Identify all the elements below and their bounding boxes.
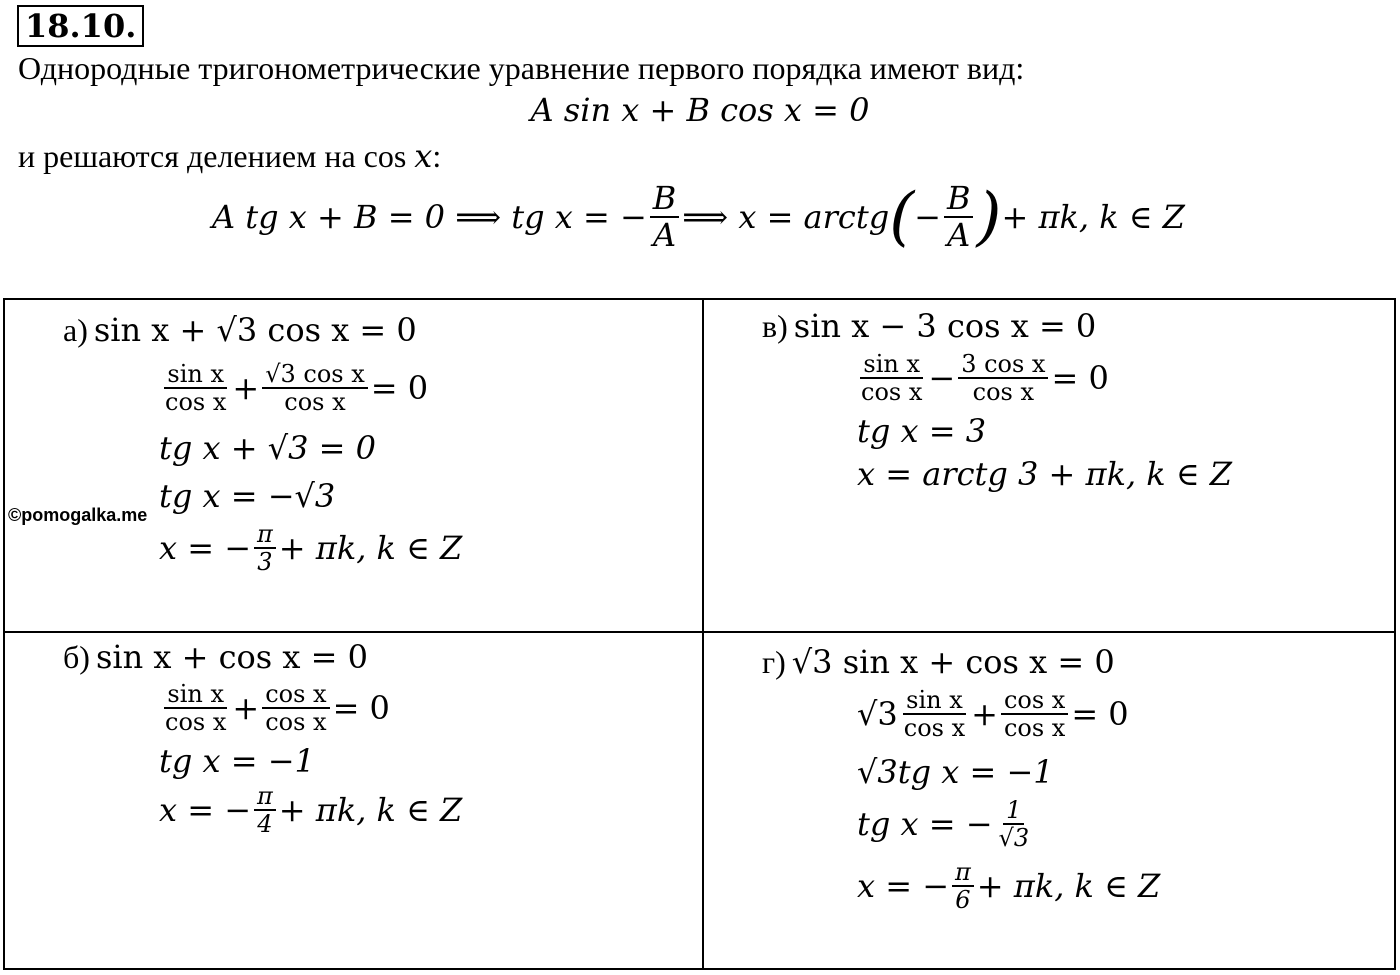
cell-a-step1-eq: = 0 bbox=[370, 369, 429, 407]
cell-a-step1 bbox=[159, 356, 428, 420]
cell-g-step2: √3tg x = −1 bbox=[857, 753, 1054, 791]
cell-b-equation bbox=[63, 635, 368, 679]
watermark: ©pomogalka.me bbox=[8, 505, 148, 525]
cell-a-step4 bbox=[159, 516, 462, 580]
solve-part2: ⟹ x = arctg bbox=[682, 198, 890, 236]
cell-v-step1 bbox=[855, 346, 1109, 410]
solve-minus: − bbox=[914, 198, 941, 236]
solve-frac-1-den: A bbox=[652, 216, 677, 254]
cell-a-step1-num2: √3 cos x bbox=[262, 361, 368, 389]
cell-g-step3-pre: tg x = − bbox=[857, 805, 993, 843]
cell-b-step2: tg x = −1 bbox=[159, 742, 315, 780]
cell-v-step2: tg x = 3 bbox=[857, 412, 987, 450]
cell-b-step3-den: 4 bbox=[257, 810, 273, 838]
cell-a-step1-plus: + bbox=[232, 369, 260, 407]
cell-g-step1-den2: cos x bbox=[1003, 714, 1066, 742]
cell-g-step3 bbox=[857, 792, 1035, 856]
cell-v-step3: x = arctg 3 + πk, k ∈ Z bbox=[857, 455, 1232, 493]
cell-g-step1-frac1 bbox=[901, 687, 968, 742]
intro-text-2-var: x bbox=[414, 137, 433, 175]
cell-b-step3-frac bbox=[254, 783, 276, 838]
cell-a-step1-frac1 bbox=[162, 361, 229, 416]
problem-number: 18.10. bbox=[17, 5, 144, 47]
cell-v-step1-minus: − bbox=[928, 359, 956, 397]
intro-text-2 bbox=[18, 136, 441, 176]
cell-b-step1-frac2 bbox=[262, 681, 329, 736]
intro-text-2-suffix: : bbox=[432, 138, 442, 174]
solve-frac-2-num: B bbox=[944, 181, 974, 218]
cell-b-label: б) bbox=[63, 638, 90, 675]
cell-g-step1-num1: sin x bbox=[903, 687, 966, 715]
cell-g-step1-plus: + bbox=[971, 695, 998, 733]
solve-part3: + πk, k ∈ Z bbox=[1001, 198, 1185, 236]
cell-a-step1-den2: cos x bbox=[284, 388, 346, 416]
solve-frac-2-den: A bbox=[947, 216, 971, 254]
cell-b-step1-plus: + bbox=[232, 689, 260, 727]
cell-b-step1-eq: = 0 bbox=[332, 689, 390, 727]
intro-text: Однородные тригонометрические уравнение первого порядка имеют вид: bbox=[18, 50, 1025, 86]
cell-a-eq: sin x + √3 cos x = 0 bbox=[93, 311, 417, 349]
cell-a-step2: tg x + √3 = 0 bbox=[159, 429, 376, 467]
cell-a-step1-num1: sin x bbox=[164, 361, 227, 389]
cell-v-equation bbox=[762, 304, 1096, 348]
cell-g-step3-num: 1 bbox=[1003, 797, 1024, 825]
cell-b-step3 bbox=[159, 778, 462, 842]
cell-b-step3-num: π bbox=[254, 783, 276, 811]
cell-g-step3-frac bbox=[996, 797, 1033, 852]
table-vertical-divider bbox=[702, 300, 704, 968]
cell-a-step4-frac bbox=[254, 521, 276, 576]
cell-g-step1-pre: √3 bbox=[857, 695, 898, 733]
cell-v-step1-den1: cos x bbox=[861, 378, 923, 406]
solve-frac-1-num: B bbox=[650, 181, 680, 218]
solve-frac-2 bbox=[944, 178, 974, 254]
cell-a-step4-post: + πk, k ∈ Z bbox=[278, 529, 463, 567]
solve-paren-left: ( bbox=[889, 180, 915, 254]
cell-b-step1-num2: cos x bbox=[262, 681, 329, 709]
cell-a-step4-pre: x = − bbox=[159, 529, 252, 567]
cell-g-step4-pre: x = − bbox=[857, 867, 950, 905]
cell-a-step4-den: 3 bbox=[257, 548, 273, 576]
cell-b-step1-num1: sin x bbox=[164, 681, 227, 709]
cell-g-label: г) bbox=[762, 643, 786, 680]
cell-v-step1-eq: = 0 bbox=[1051, 359, 1109, 397]
cell-b-step3-pre: x = − bbox=[159, 791, 252, 829]
solve-paren-right: ) bbox=[976, 180, 1002, 254]
cell-b-step1 bbox=[159, 676, 390, 740]
cell-a-step1-frac2 bbox=[262, 361, 368, 416]
cell-g-step3-den: √3 bbox=[998, 824, 1030, 852]
cell-g-step4-num: π bbox=[952, 859, 974, 887]
cell-g-step1-den1: cos x bbox=[903, 714, 966, 742]
cell-v-step1-num2: 3 cos x bbox=[958, 351, 1048, 379]
cell-b-step1-frac1 bbox=[162, 681, 229, 736]
cell-v-eq: sin x − 3 cos x = 0 bbox=[793, 307, 1097, 345]
cell-b-step1-den1: cos x bbox=[165, 708, 227, 736]
cell-g-step4-den: 6 bbox=[955, 886, 971, 914]
cell-g-step1-frac2 bbox=[1001, 687, 1068, 742]
cell-v-step1-den2: cos x bbox=[972, 378, 1035, 406]
cell-v-label: в) bbox=[762, 307, 788, 344]
cell-b-step3-post: + πk, k ∈ Z bbox=[278, 791, 463, 829]
cell-v-step1-frac1 bbox=[858, 351, 925, 406]
cell-g-step1-eq: = 0 bbox=[1071, 695, 1129, 733]
cell-g-step1-num2: cos x bbox=[1001, 687, 1068, 715]
cell-g-step4 bbox=[857, 854, 1160, 918]
solve-formula bbox=[212, 172, 1185, 262]
cell-v-step1-frac2 bbox=[958, 351, 1048, 406]
solve-part1: A tg x + B = 0 ⟹ tg x = − bbox=[212, 198, 647, 236]
solve-frac-1 bbox=[650, 178, 680, 254]
cell-b-step1-den2: cos x bbox=[265, 708, 327, 736]
cell-v-step1-num1: sin x bbox=[860, 351, 923, 379]
table-horizontal-divider bbox=[5, 631, 1394, 633]
intro-text-2-prefix: и решаются делением на cos bbox=[18, 138, 415, 174]
cell-b-eq: sin x + cos x = 0 bbox=[95, 638, 368, 676]
cell-a-label: а) bbox=[63, 311, 88, 348]
cell-g-step4-post: + πk, k ∈ Z bbox=[976, 867, 1161, 905]
solutions-table bbox=[3, 298, 1396, 970]
cell-a-step4-num: π bbox=[254, 521, 276, 549]
cell-g-eq: √3 sin x + cos x = 0 bbox=[791, 643, 1115, 681]
cell-g-equation bbox=[762, 640, 1115, 684]
cell-a-step1-den1: cos x bbox=[165, 388, 227, 416]
cell-g-step1 bbox=[857, 682, 1129, 746]
cell-g-step4-frac bbox=[952, 859, 974, 914]
cell-a-step3: tg x = −√3 bbox=[159, 477, 336, 515]
main-formula: A sin x + B cos x = 0 bbox=[530, 91, 870, 129]
cell-a-equation bbox=[63, 308, 417, 352]
